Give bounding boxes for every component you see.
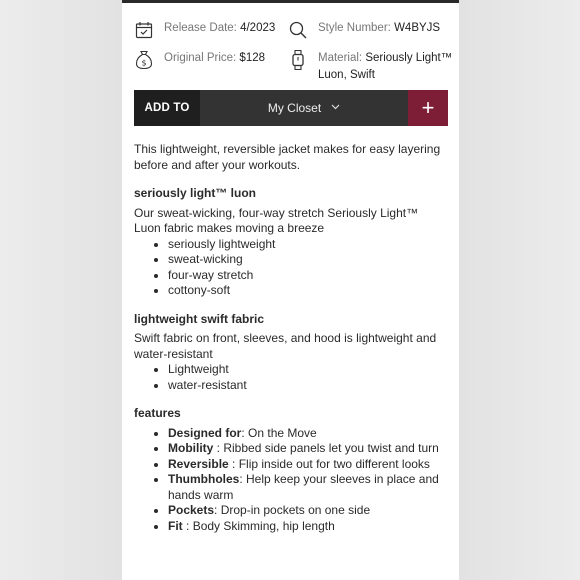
feature-item: • Pockets: Drop-in pockets on one side (168, 503, 446, 519)
section-text-swift: Swift fabric on front, sleeves, and hood is lightweight and water-resistant (134, 331, 437, 361)
release-date-value: 4/2023 (240, 22, 276, 34)
add-to-label: ADD TO (134, 90, 200, 126)
material-value: Seriously Light™ Luon, Swift (318, 52, 453, 81)
list-item: • water-resistant (168, 378, 446, 394)
plus-icon: + (421, 95, 435, 120)
release-date-label: Release Date: (164, 22, 237, 34)
feature-label: Fit (168, 518, 183, 533)
calendar-icon (134, 20, 154, 40)
feature-label: Pockets (168, 503, 215, 517)
list-item: • four-way stretch (168, 268, 446, 284)
material (288, 50, 453, 84)
luon-bullet-list (134, 237, 446, 299)
feature-item: • Thumbholes: Help keep your sleeves in place and hands warm (168, 472, 446, 503)
list-item: • seriously lightweight (168, 237, 446, 253)
feature-item: • Reversible : Flip inside out for two different looks (168, 457, 446, 473)
style-number-label: Style Number: (318, 22, 391, 34)
left-background (0, 0, 122, 580)
feature-text: Ribbed side panels let you twist and turn (223, 441, 439, 455)
section-heading-swift: lightweight swift fabric (134, 311, 265, 326)
feature-item: • Designed for: On the Move (168, 426, 446, 442)
original-price-label: Original Price: (164, 52, 237, 64)
feature-item: • Mobility : Ribbed side panels let you twist and turn (168, 441, 446, 457)
feature-label: Thumbholes (168, 472, 240, 486)
features-heading: features (134, 406, 181, 420)
section-heading-luon: seriously light™ luon (134, 186, 257, 200)
section-text-luon: Our sweat-wicking, four-way stretch Seriously Light™ Luon fabric makes moving a breeze (134, 205, 419, 235)
svg-text:$: $ (141, 58, 147, 68)
intro-text: This lightweight, reversible jacket makes for easy layering before and after your workouts. (134, 142, 441, 172)
product-description (134, 142, 446, 534)
chevron-down-icon (331, 102, 340, 112)
style-number-value: W4BYJS (394, 22, 441, 34)
feature-text: On the Move (248, 425, 317, 440)
feature-label: Mobility (168, 441, 214, 455)
feature-label: Reversible (168, 456, 229, 471)
closet-dropdown-label: My Closet (267, 101, 322, 115)
search-icon (288, 20, 308, 40)
style-number (288, 20, 453, 40)
top-border (122, 0, 459, 3)
material-label: Material: (318, 52, 363, 64)
release-date (134, 20, 294, 40)
feature-text: Help keep your sleeves in place and hands warm (168, 472, 439, 502)
feature-text: Flip inside out for two different looks (238, 456, 430, 471)
original-price (134, 50, 294, 70)
list-item: • sweat-wicking (168, 252, 446, 268)
add-to-closet-bar (134, 90, 448, 126)
right-background (459, 0, 580, 580)
feature-item: • Fit : Body Skimming, hip length (168, 519, 446, 535)
features-list (134, 426, 446, 535)
feature-text: Body Skimming, hip length (192, 518, 335, 533)
list-item: • Lightweight (168, 362, 446, 378)
product-details-panel (122, 0, 459, 580)
closet-dropdown[interactable] (200, 90, 408, 126)
feature-label: Designed for (168, 425, 242, 440)
feature-text: Drop-in pockets on one side (220, 503, 371, 517)
money-bag-icon (134, 50, 154, 70)
original-price-value: $128 (239, 52, 266, 64)
add-to-closet-button[interactable] (408, 90, 448, 126)
list-item: • cottony-soft (168, 283, 446, 299)
swift-bullet-list (134, 362, 446, 393)
watch-icon (288, 50, 308, 70)
